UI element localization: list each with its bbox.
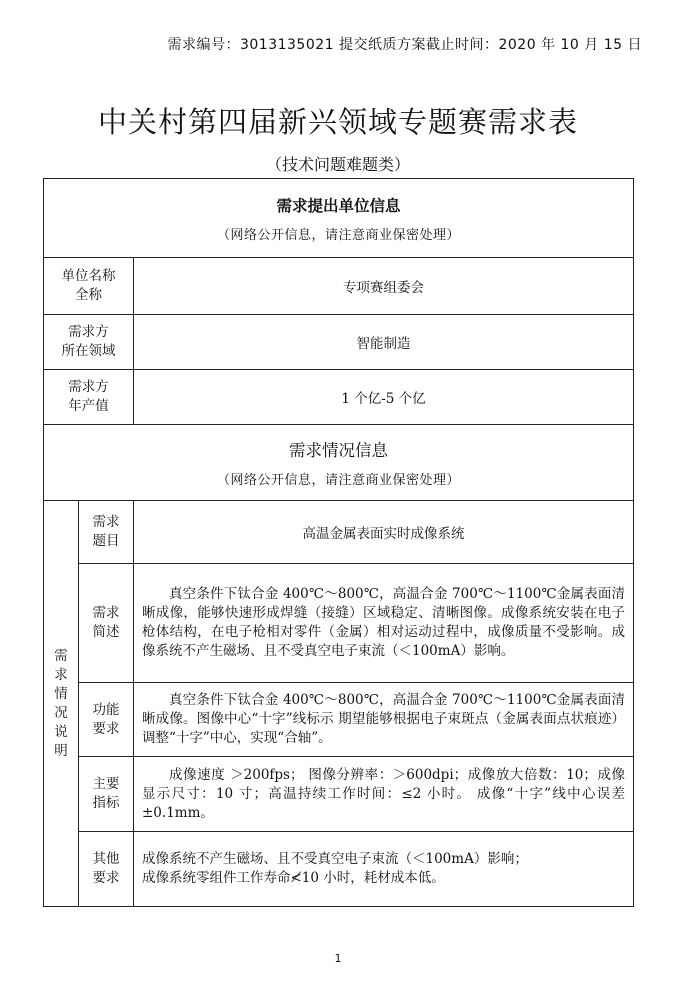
label-unit-name [44,258,134,315]
requirement-form-table [43,178,634,907]
label-line: 需求 [92,605,120,621]
section-requirement-info-title: 需求情况信息 [289,441,389,460]
value-unit-name: 专项赛组委会 [134,258,634,315]
side-label-requirement-details [44,501,79,907]
label-line: 所在领域 [61,343,116,359]
label-line: 主要 [92,776,120,792]
label-key-indicators [79,757,134,832]
label-field [44,315,134,370]
value-requirement-topic: 高温金属表面实时成像系统 [134,501,634,564]
label-line: 需求 [92,514,120,530]
value-other-requirements [134,832,634,907]
section-unit-info-title: 需求提出单位信息 [276,196,401,215]
value-requirement-summary: 真空条件下钛合金 400℃～800℃，高温合金 700℃～1100℃金属表面清晰成像，能够快速形成焊缝（接缝）区域稳定、清晰图像。成像系统安装在电子枪体结构，在电子枪相对零件（金属）相对运动过程中，成像质量不受影响。成像系统不产生磁场、且不受真空电子束流（＜100mA）影响。 [134,564,634,683]
label-requirement-topic [79,501,134,564]
label-line: 要求 [92,720,120,737]
label-function-requirement [79,683,134,757]
side-label-char: 况 [54,704,68,721]
other-requirement-line: 成像系统不产生磁场、且不受真空电子束流（＜100mA）影响； [142,851,528,867]
label-line: 需求方 [68,324,109,340]
section-requirement-info-note: （网络公开信息，请注意商业保密处理） [217,473,461,488]
page-title: 中关村第四届新兴领域专题赛需求表 [97,105,578,139]
label-line: 需求方 [68,379,109,395]
label-line: 年产值 [68,398,109,414]
label-line: 要求 [92,870,120,886]
section-requirement-info-header [44,425,634,501]
value-annual-output: 1 个亿-5 个亿 [134,370,634,425]
section-unit-info-header [44,179,634,258]
label-other-requirements [79,832,134,907]
side-label-char: 求 [54,666,68,683]
label-line: 功能 [92,701,120,718]
label-line: 题目 [92,533,120,549]
label-annual-output [44,370,134,425]
value-field: 智能制造 [134,315,634,370]
label-requirement-summary [79,564,134,683]
label-line: 指标 [92,795,120,811]
label-line: 单位名称 [61,268,116,284]
side-label-char: 需 [54,647,68,664]
section-unit-info-note: （网络公开信息，请注意商业保密处理） [217,227,461,243]
side-label-char: 情 [54,685,68,702]
side-label-char: 明 [54,742,68,759]
label-line: 全称 [75,287,102,303]
label-line: 简述 [92,624,120,640]
page-subtitle: （技术问题难题类） [265,155,410,174]
value-function-requirement: 真空条件下钛合金 400℃～800℃，高温合金 700℃～1100℃金属表面清晰成像。图像中心“十字”线标示 期望能够根据电子束斑点（金属表面点状痕迹）调整“十字”中心，实现“合轴”。 [134,683,634,757]
requirement-header: 需求编号：3013135021 提交纸质方案截止时间：2020 年 10 月 15 日 [167,37,642,53]
page-number: 1 [334,952,342,965]
label-line: 其他 [92,851,120,867]
other-requirement-line: 成像系统零组件工作寿命≮10 小时，耗材成本低。 [142,870,445,886]
side-label-char: 说 [54,723,68,740]
value-key-indicators: 成像速度 ＞200fps； 图像分辨率：＞600dpi；成像放大倍数：10；成像显示尺寸：10 寸；高温持续工作时间：≤2 小时。 成像“十字”线中心误差±0.1mm。 [134,757,634,832]
